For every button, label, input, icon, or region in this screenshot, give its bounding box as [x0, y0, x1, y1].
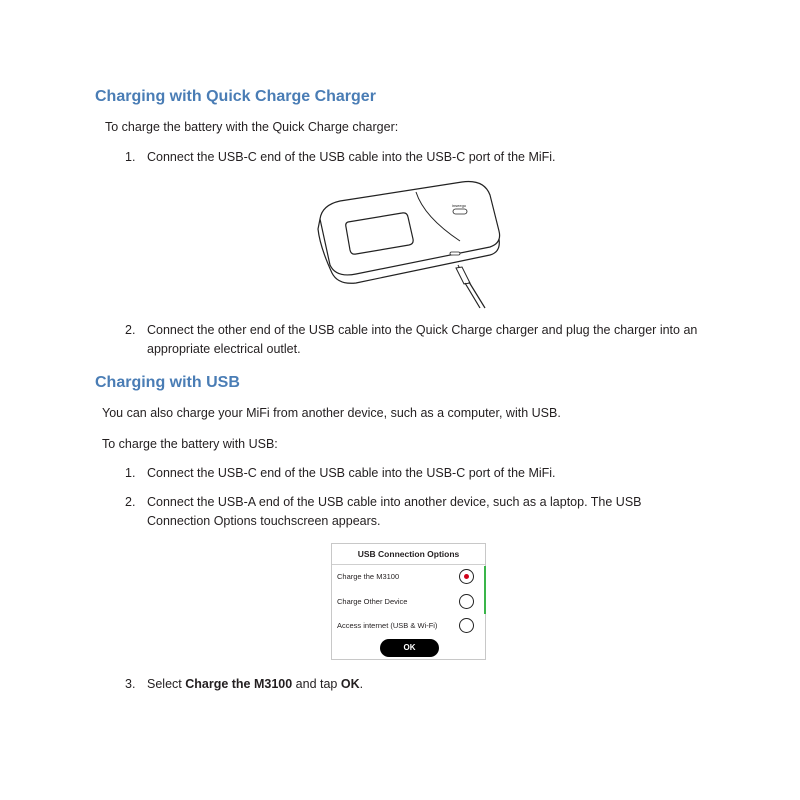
- step-number: 2.: [125, 323, 136, 337]
- section-heading-quick-charge: Charging with Quick Charge Charger: [95, 88, 376, 105]
- option-label-charge-other: Charge Other Device: [337, 597, 408, 606]
- mifi-device-illustration: [312, 177, 502, 312]
- step-number: 2.: [125, 495, 136, 509]
- step-text: Select Charge the M3100 and tap OK.: [147, 677, 364, 691]
- radio-access-internet[interactable]: [459, 618, 474, 633]
- step-number: 1.: [125, 466, 136, 480]
- usb-connection-options-panel: [331, 543, 486, 660]
- usb-intro: You can also charge your MiFi from another device, such as a computer, with USB.: [102, 406, 561, 420]
- quick-charge-intro: To charge the battery with the Quick Charge charger:: [105, 120, 399, 134]
- option-label-access-internet: Access internet (USB & Wi-Fi): [337, 621, 438, 630]
- step-text: Connect the USB-A end of the USB cable into another device, such as a laptop. The USB Connection Options touchscreen appears.: [147, 495, 642, 528]
- option-label-charge-device: Charge the M3100: [337, 572, 400, 581]
- brand-logo: inseego: [452, 203, 467, 208]
- step-text: Connect the USB-C end of the USB cable into the USB-C port of the MiFi.: [147, 150, 556, 164]
- radio-charge-other[interactable]: [459, 594, 474, 609]
- bold-option-name: Charge the M3100: [185, 677, 293, 691]
- scrollbar[interactable]: [484, 566, 486, 614]
- step-text: Connect the USB-C end of the USB cable into the USB-C port of the MiFi.: [147, 466, 556, 480]
- ok-button[interactable]: OK: [380, 639, 439, 657]
- bold-ok-label: OK: [340, 677, 360, 691]
- step-number: 1.: [125, 150, 136, 164]
- section-heading-usb: Charging with USB: [95, 374, 240, 391]
- radio-charge-device[interactable]: [459, 569, 474, 584]
- step-text: Connect the other end of the USB cable into the Quick Charge charger and plug the charger into an appropriate electrical outlet.: [147, 323, 698, 356]
- step-number: 3.: [125, 677, 136, 691]
- panel-title: USB Connection Options: [332, 544, 485, 565]
- usb-steps-intro: To charge the battery with USB:: [102, 437, 278, 451]
